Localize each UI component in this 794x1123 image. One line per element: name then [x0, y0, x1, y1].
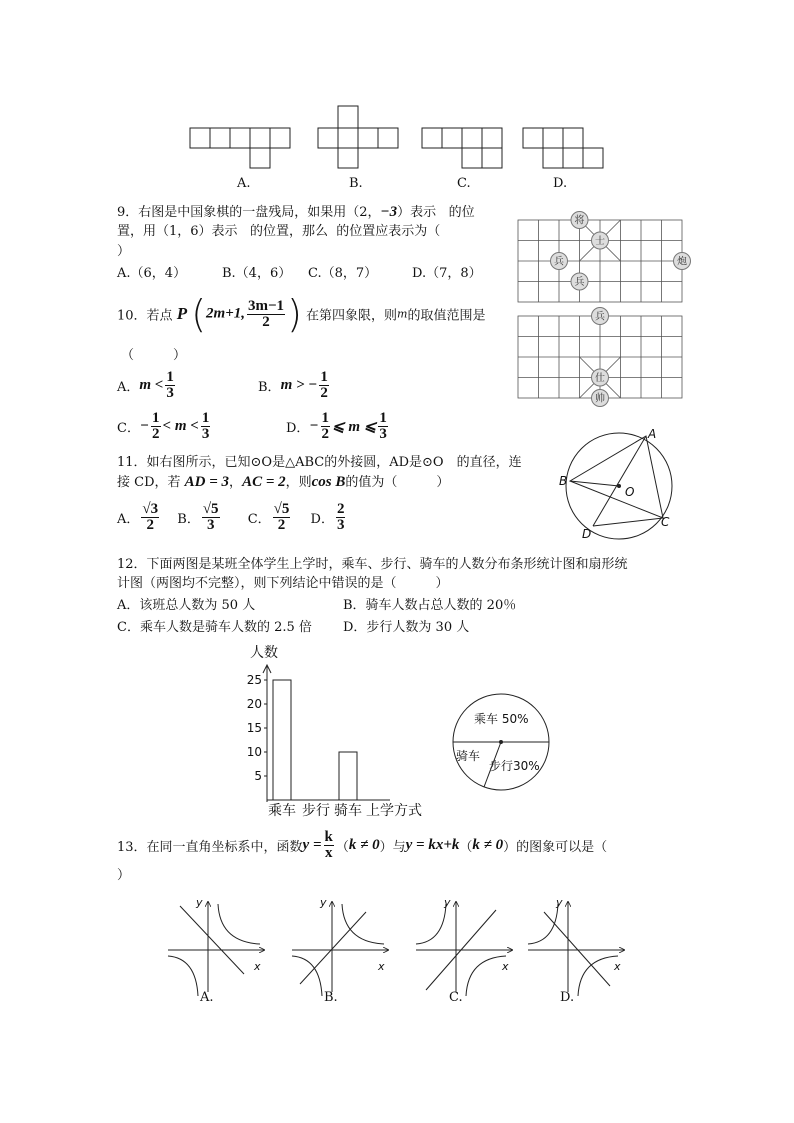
q9-option-b: B.（4，6）: [222, 266, 292, 281]
q13-option-c: C.: [449, 990, 463, 1005]
q13-option-a: A.: [200, 990, 214, 1005]
svg-text:兵: 兵: [595, 311, 605, 323]
graph-b-xlabel: x: [378, 960, 385, 973]
piece-pao: [674, 253, 691, 270]
q11-line1: 11．如右图所示，已知⊙O是△ABC的外接圆，AD是⊙O 的直径，连: [117, 455, 522, 470]
piece-bing-mid: [571, 273, 588, 290]
q11-option-b: B．: [177, 512, 200, 527]
svg-text:兵: 兵: [574, 277, 585, 288]
graph-a-xlabel: x: [254, 960, 261, 973]
q8-option-a: A.: [237, 176, 251, 191]
piece-shuai: [592, 390, 609, 407]
q9-line2: [117, 224, 440, 240]
q8-option-c: C.: [457, 176, 471, 191]
piece-bing-left: [551, 253, 568, 270]
svg-text:仕: 仕: [595, 373, 605, 384]
graph-d-xlabel: x: [614, 960, 621, 973]
graph-c-ylabel: y: [444, 896, 451, 909]
q10-coord-frac: $\frac{3m-1}{2}$: [248, 297, 285, 330]
bar-chart: [230, 640, 440, 825]
pie-label-bike: 骑车: [456, 749, 481, 763]
q9-val1: −3: [380, 204, 398, 220]
net-d: [523, 128, 603, 168]
graph-d: [528, 902, 624, 996]
graph-b-ylabel: y: [320, 896, 327, 909]
q9-text1: 9．右图是中国象棋的一盘残局，如果用（2，: [117, 205, 381, 220]
q9-line1: [117, 204, 475, 221]
bar-chart-ytick: 15: [246, 721, 262, 735]
q10-point: P: [176, 304, 188, 323]
graph-b: [292, 902, 388, 996]
graph-c: [416, 902, 512, 996]
q12-option-d: D．步行人数为 30 人: [343, 620, 470, 635]
q9-text4: 置，用（1，6）表示: [117, 224, 238, 239]
q10-option-c: C．− $\frac{1}{2}$ < m < $\frac{1}{3}$: [117, 410, 210, 442]
q8-option-b: B.: [349, 176, 363, 191]
q9-text5: 的位置，那么: [249, 224, 328, 239]
q9-option-a: A.（6，4）: [117, 266, 187, 281]
pie-label-walk: 步行30%: [489, 759, 540, 773]
label-c: C: [661, 515, 670, 529]
q10-coord-a: 2m+1,: [206, 305, 246, 322]
net-c: [422, 128, 502, 168]
q11-circle-figure: [555, 424, 685, 544]
q11-options: A． $\frac{√3}{2}$ B． $\frac{√5}{3}$ C． $\frac{√5}{2}$ D． $\frac{2}{3}$: [117, 501, 345, 533]
q10-option-a: A．m < $\frac{1}{3}$: [117, 369, 174, 401]
bar-2: [339, 752, 357, 800]
piece-shi-red: [592, 369, 609, 386]
bar-0: [273, 680, 291, 800]
q11-option-a: A．: [117, 512, 140, 527]
bar-chart-ytick: 25: [246, 673, 262, 687]
q12-option-c: C．乘车人数是骑车人数的 2.5 倍: [117, 620, 312, 635]
q11-option-c: C．: [247, 512, 271, 527]
q10-tail: 在第四象限，则: [306, 308, 398, 324]
q10-var: m: [397, 307, 408, 321]
svg-text:帅: 帅: [595, 393, 605, 405]
q12-line2: 计图（两图均不完整），则下列结论中错误的是（ ）: [117, 576, 449, 591]
net-b: [318, 106, 398, 168]
q11-option-d: D．: [310, 512, 334, 527]
bar-chart-ytick: 20: [246, 697, 262, 711]
svg-text:将: 将: [574, 215, 585, 227]
bar-category-label: 乘车: [268, 803, 296, 819]
q12-option-a: A．该班总人数为 50 人: [117, 598, 256, 613]
bar-chart-xlabel: 上学方式: [366, 803, 422, 819]
q12-option-b: B．骑车人数占总人数的 20％: [343, 598, 517, 613]
q13-option-b: B.: [324, 990, 338, 1005]
bar-chart-ytick: 10: [246, 745, 262, 759]
graph-d-ylabel: y: [556, 896, 563, 909]
label-o: O: [625, 485, 635, 499]
q10-tail2: 的取值范围是: [407, 308, 486, 324]
label-b: B: [559, 474, 568, 488]
pie-chart: [440, 690, 560, 800]
q9-text3: 的位: [448, 205, 475, 220]
q10-paren: （ ）: [121, 348, 187, 363]
q9-option-d: D.（7，8）: [412, 266, 482, 281]
label-d: D: [582, 527, 592, 541]
label-a: A: [648, 427, 657, 441]
svg-text:兵: 兵: [554, 256, 564, 268]
q13-line2: ）: [117, 868, 131, 883]
net-a: [190, 128, 290, 168]
bar-category-label: 步行: [302, 803, 330, 819]
q10-option-b: B．m > − $\frac{1}{2}$: [258, 369, 328, 401]
q8-option-d: D.: [553, 176, 568, 191]
q10-stem: 10．若点 P (2m+1, $\frac{3m-1}{2}$ ) 在第四象限，则m的取值范围是: [117, 292, 486, 336]
bar-chart-ytick: 5: [254, 769, 262, 783]
graph-a-ylabel: y: [196, 896, 203, 909]
bar-category-label: 骑车: [334, 803, 362, 819]
bar-chart-ylabel: 人数: [250, 645, 278, 661]
q9-option-c: C.（8，7）: [308, 266, 378, 281]
piece-bing-bottom: [592, 308, 609, 325]
q12-line1: 12．下面两图是某班全体学生上学时，乘车、步行、骑车的人数分布条形统计图和扇形统: [117, 557, 628, 572]
q9-line3: ）: [117, 244, 131, 259]
q13-stem: 13．在同一直角坐标系中，函数y = $\frac{k}{x}$ （k ≠ 0）与y = kx+k（k ≠ 0）的图象可以是（: [117, 829, 608, 861]
q9-text6: 的位置应表示为（: [336, 224, 441, 239]
q10-lead: 10．若点: [117, 308, 173, 324]
graph-a: [168, 902, 264, 996]
q13-option-d: D.: [560, 990, 575, 1005]
piece-shi: [592, 232, 609, 249]
chess-board: [512, 208, 694, 408]
pie-label-ride: 乘车 50%: [474, 712, 529, 726]
svg-text:炮: 炮: [677, 256, 687, 268]
q11-line2: 接 CD，若 AD = 3，AC = 2，则cos B的值为（ ）: [117, 474, 450, 490]
q10-option-d: D．− $\frac{1}{2}$ ⩽ m ⩽ $\frac{1}{3}$: [286, 410, 387, 442]
svg-text:士: 士: [595, 236, 605, 247]
graph-c-xlabel: x: [502, 960, 509, 973]
q9-text2: ）表示: [397, 205, 437, 220]
piece-jiang: [571, 212, 588, 229]
